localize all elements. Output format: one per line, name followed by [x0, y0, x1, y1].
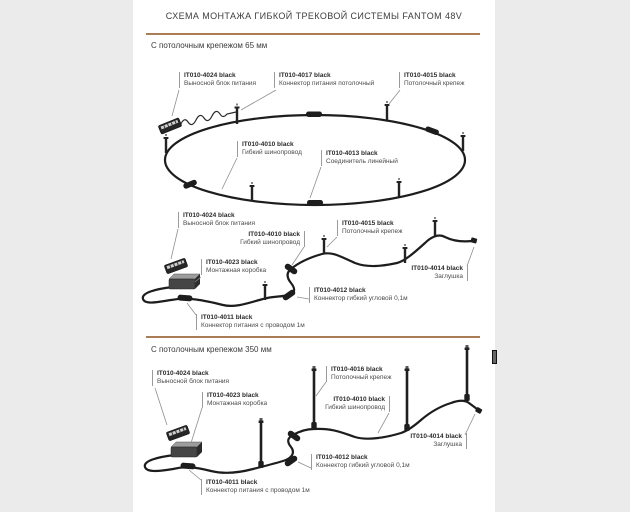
- part-name: Коннектор гибкий угловой 0,1м: [314, 294, 408, 302]
- leader-line: [298, 462, 311, 468]
- part-name: Выносной блок питания: [184, 79, 257, 87]
- leader-line: [467, 247, 474, 266]
- part-label: [240, 231, 305, 247]
- suspension-rod-350mm: [464, 345, 469, 401]
- part-name: Выносной блок питания: [157, 377, 230, 385]
- linear-connector: [425, 126, 440, 136]
- leader-line: [189, 470, 201, 480]
- suspension-rod-350mm: [258, 418, 263, 468]
- part-label: [325, 396, 390, 412]
- part-label: [152, 370, 229, 386]
- part-code: IT010-4011 black: [206, 479, 258, 486]
- part-label: [321, 150, 398, 166]
- ceiling-mount-pin: [322, 235, 327, 254]
- part-code: IT010-4015 black: [404, 72, 456, 79]
- part-label: [237, 141, 302, 157]
- part-label: [410, 433, 467, 449]
- part-label: [196, 314, 305, 330]
- part-code: IT010-4014 black: [410, 433, 462, 440]
- leader-line: [171, 229, 178, 259]
- page-title: СХЕМА МОНТАЖА ГИБКОЙ ТРЕКОВОЙ СИСТЕМЫ FANTOM 48V: [165, 11, 463, 21]
- part-code: IT010-4012 black: [314, 287, 366, 294]
- leader-line: [241, 90, 276, 110]
- part-name: Коннектор питания потолочный: [279, 79, 375, 87]
- linear-connector: [307, 200, 323, 206]
- part-label: [337, 220, 402, 236]
- section-heading-65mm: С потолочным крепежом 65 мм: [151, 41, 268, 50]
- part-name: Потолочный крепеж: [404, 79, 465, 87]
- part-label: [399, 72, 464, 88]
- part-name: Коннектор питания с проводом 1м: [201, 321, 305, 329]
- ceiling-mount-pin: [397, 178, 402, 197]
- part-name: Заглушка: [434, 272, 463, 280]
- ceiling-mount-pin: [250, 182, 255, 201]
- part-label: [309, 287, 408, 303]
- part-name: Потолочный крепеж: [342, 227, 403, 235]
- catalog-page: [133, 0, 495, 512]
- part-label: [201, 259, 266, 275]
- part-code: IT010-4010 black: [242, 141, 294, 148]
- part-code: IT010-4015 black: [342, 220, 394, 227]
- part-label: [311, 454, 410, 470]
- leader-line: [316, 382, 326, 396]
- leader-line: [172, 90, 179, 116]
- part-code: IT010-4016 black: [331, 366, 383, 373]
- part-label: [178, 212, 255, 228]
- part-code: IT010-4023 black: [206, 259, 258, 266]
- part-name: Гибкий шинопровод: [240, 238, 300, 246]
- part-code: IT010-4012 black: [316, 454, 368, 461]
- part-code: IT010-4011 black: [201, 314, 253, 321]
- part-code: IT010-4024 black: [184, 72, 236, 79]
- part-name: Потолочный крепеж: [331, 373, 392, 381]
- flexible-track-ring: [165, 115, 465, 205]
- part-code: IT010-4017 black: [279, 72, 331, 79]
- part-code: IT010-4013 black: [326, 150, 378, 157]
- leader-line: [465, 414, 475, 435]
- part-code: IT010-4010 black: [333, 396, 385, 403]
- part-name: Коннектор гибкий угловой 0,1м: [316, 461, 410, 469]
- suspension-rod-350mm: [311, 366, 316, 429]
- leader-line: [327, 237, 337, 247]
- ceiling-mount-pin: [433, 217, 438, 236]
- leader-line: [187, 303, 196, 315]
- part-label: [202, 392, 267, 408]
- part-label: [326, 366, 391, 382]
- mounting-box: [171, 442, 202, 457]
- end-cap: [470, 237, 477, 243]
- part-name: Монтажная коробка: [206, 266, 267, 274]
- part-code: IT010-4024 black: [183, 212, 235, 219]
- scrollbar-thumb[interactable]: [492, 350, 497, 364]
- part-name: Гибкий шинопровод: [242, 148, 302, 156]
- power-supply-unit: [158, 118, 182, 135]
- part-label: [179, 72, 256, 88]
- leader-line: [297, 297, 309, 299]
- power-supply-unit: [164, 258, 188, 274]
- part-name: Заглушка: [433, 440, 462, 448]
- part-label: [274, 72, 374, 88]
- section-heading-350mm: С потолочным крепежом 350 мм: [151, 345, 272, 354]
- part-code: IT010-4014 black: [411, 265, 463, 272]
- part-code: IT010-4023 black: [207, 392, 259, 399]
- suspension-rod-350mm: [404, 366, 409, 431]
- part-name: Выносной блок питания: [183, 219, 256, 227]
- part-name: Гибкий шинопровод: [325, 403, 385, 411]
- ceiling-mount-pin: [461, 132, 466, 151]
- part-name: Коннектор питания с проводом 1м: [206, 486, 310, 494]
- leader-line: [222, 158, 237, 189]
- power-connector-with-cord: [180, 462, 195, 469]
- leader-line: [389, 90, 400, 104]
- ceiling-mount-pin: [385, 101, 390, 120]
- part-label: [201, 479, 310, 495]
- part-code: IT010-4010 black: [248, 231, 300, 238]
- part-label: [411, 265, 468, 281]
- linear-connector: [306, 112, 322, 118]
- part-code: IT010-4024 black: [157, 370, 209, 377]
- leader-line: [310, 167, 321, 198]
- power-connector-with-cord: [177, 294, 192, 301]
- leader-line: [378, 413, 389, 433]
- power-supply-unit: [166, 425, 190, 441]
- diagram-ring-65mm: [158, 90, 465, 206]
- leader-line: [191, 408, 202, 443]
- part-name: Соединитель линейный: [326, 157, 398, 165]
- part-name: Монтажная коробка: [207, 399, 268, 407]
- leader-line: [155, 388, 167, 425]
